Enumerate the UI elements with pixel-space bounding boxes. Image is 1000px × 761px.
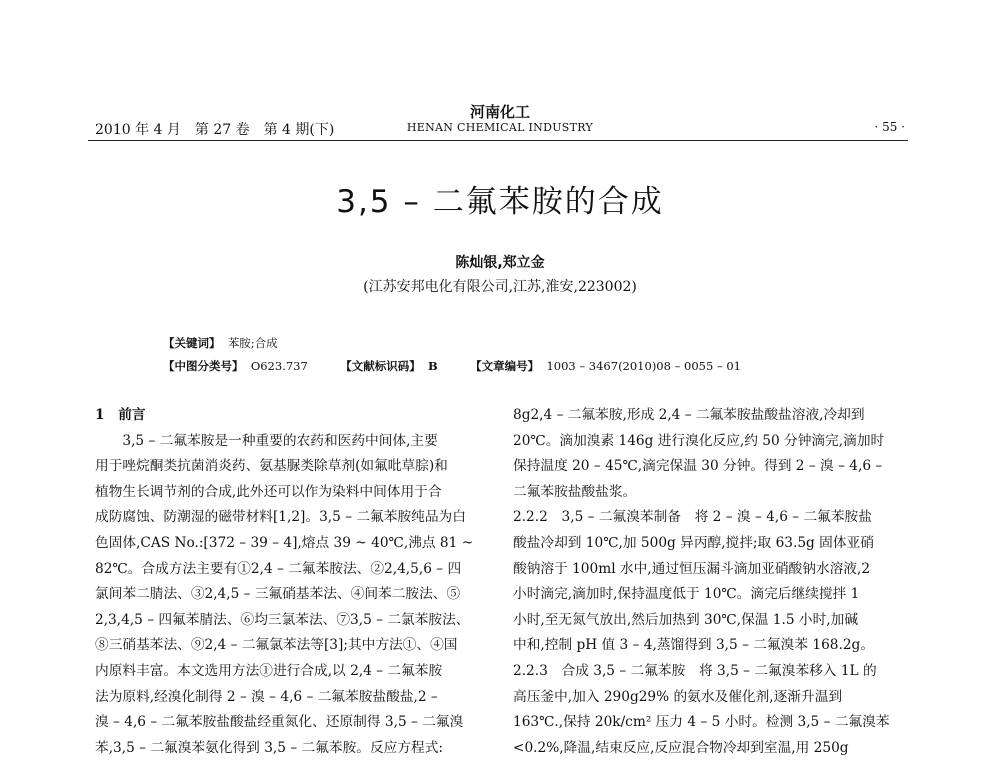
- body-line: 法为原料,经溴化制得 2 – 溴 – 4,6 – 二氟苯胺盐酸盐,2 –: [95, 688, 438, 705]
- body-line: 二氟苯胺盐酸盐浆。: [513, 483, 637, 500]
- doc-code-label: 【文献标识码】: [340, 359, 421, 373]
- classification-line: [163, 358, 741, 374]
- body-line: 成防腐蚀、防潮湿的磁带材料[1,2]。3,5 – 二氟苯胺纯品为白: [95, 509, 466, 526]
- keywords: [163, 335, 278, 351]
- keywords-label: 【关键词】: [163, 336, 221, 350]
- article-affiliation: (江苏安邦电化有限公司,江苏,淮安,223002): [363, 279, 637, 295]
- journal-name: 河南化工: [469, 103, 530, 121]
- body-line: 色固体,CAS No.:[372 – 39 – 4],熔点 39 ~ 40℃,沸点 81 ~: [95, 534, 474, 551]
- body-line: 苯,3,5 – 二氟溴苯氨化得到 3,5 – 二氟苯胺。反应方程式:: [95, 739, 444, 756]
- body-line: ⑧三硝基苯法、⑨2,4 – 二氟氯苯法等[3];其中方法①、④国: [95, 637, 458, 654]
- body-line: 酸盐冷却到 10℃,加 500g 异丙醇,搅拌;取 63.5g 固体亚硝: [513, 534, 874, 551]
- body-line: 163℃.,保持 20k/cm² 压力 4 – 5 小时。检测 3,5 – 二氟溴苯: [513, 714, 890, 731]
- page-number: · 55 ·: [874, 120, 905, 134]
- class-value: O623.737: [250, 359, 308, 373]
- header-rule: [88, 140, 908, 141]
- body-line: 中和,控制 pH 值 3 – 4,蒸馏得到 3,5 – 二氟溴苯 168.2g。: [513, 637, 875, 654]
- section-heading: 1 前言: [95, 407, 146, 423]
- body-left-column: [95, 403, 485, 761]
- class-label: 【中图分类号】: [163, 359, 244, 373]
- body-line: 酸钠溶于 100ml 水中,通过恒压漏斗滴加亚硝酸钠水溶液,2: [513, 560, 871, 577]
- subsection-line: 2.2.3 合成 3,5 – 二氟苯胺 将 3,5 – 二氟溴苯移入 1L 的: [513, 662, 877, 679]
- subsection-line: 2.2.2 3,5 – 二氟溴苯制备 将 2 – 溴 – 4,6 – 二氟苯胺盐: [513, 509, 872, 526]
- body-line: 溴 – 4,6 – 二氟苯胺盐酸盐经重氮化、还原制得 3,5 – 二氟溴: [95, 714, 464, 731]
- journal-name-en: HENAN CHEMICAL INDUSTRY: [406, 121, 594, 134]
- article-title: 3,5 – 二氟苯胺的合成: [336, 184, 664, 220]
- body-line: 2,3,4,5 – 四氟苯腈法、⑥均三氯苯法、⑦3,5 – 二氯苯胺法、: [95, 611, 470, 628]
- keywords-value: 苯胺;合成: [227, 336, 278, 350]
- body-line: 3,5 – 二氟苯胺是一种重要的农药和医药中间体,主要: [95, 432, 438, 449]
- body-line: 内原料丰富。本文选用方法①进行合成,以 2,4 – 二氟苯胺: [95, 662, 443, 679]
- article-authors: 陈灿银,郑立金: [455, 255, 545, 271]
- body-line: 保持温度 20 – 45℃,滴完保温 30 分钟。得到 2 – 溴 – 4,6 –: [513, 458, 883, 475]
- doc-code-value: B: [428, 359, 438, 373]
- article-no-value: 1003 – 3467(2010)08 – 0055 – 01: [546, 359, 741, 373]
- issue-info: 2010 年 4 月 第 27 卷 第 4 期(下): [95, 122, 335, 138]
- body-line: <0.2%,降温,结束反应,反应混合物冷却到室温,用 250g: [513, 739, 849, 756]
- body-line: 小时滴完,滴加时,保持温度低于 10℃。滴完后继续搅拌 1: [513, 586, 860, 603]
- body-line: 高压釜中,加入 290g29% 的氨水及催化剂,逐渐升温到: [513, 688, 843, 705]
- body-line: 82℃。合成方法主要有①2,4 – 二氟苯胺法、②2,4,5,6 – 四: [95, 560, 462, 577]
- body-line: 氯间苯二腈法、③2,4,5 – 三氟硝基苯法、④间苯二胺法、⑤: [95, 586, 461, 603]
- body-line: 小时,至无氮气放出,然后加热到 30℃,保温 1.5 小时,加碱: [513, 611, 859, 628]
- body-line: 用于唑烷酮类抗菌消炎药、氨基脲类除草剂(如氟吡草腙)和: [95, 458, 448, 475]
- body-line: 植物生长调节剂的合成,此外还可以作为染料中间体用于合: [95, 483, 442, 500]
- article-no-label: 【文章编号】: [470, 359, 540, 373]
- body-right-column: [513, 403, 913, 761]
- body-line: 8g2,4 – 二氟苯胺,形成 2,4 – 二氟苯胺盐酸盐溶液,冷却到: [513, 407, 865, 423]
- body-line: 20℃。滴加溴素 146g 进行溴化反应,约 50 分钟滴完,滴加时: [513, 432, 885, 449]
